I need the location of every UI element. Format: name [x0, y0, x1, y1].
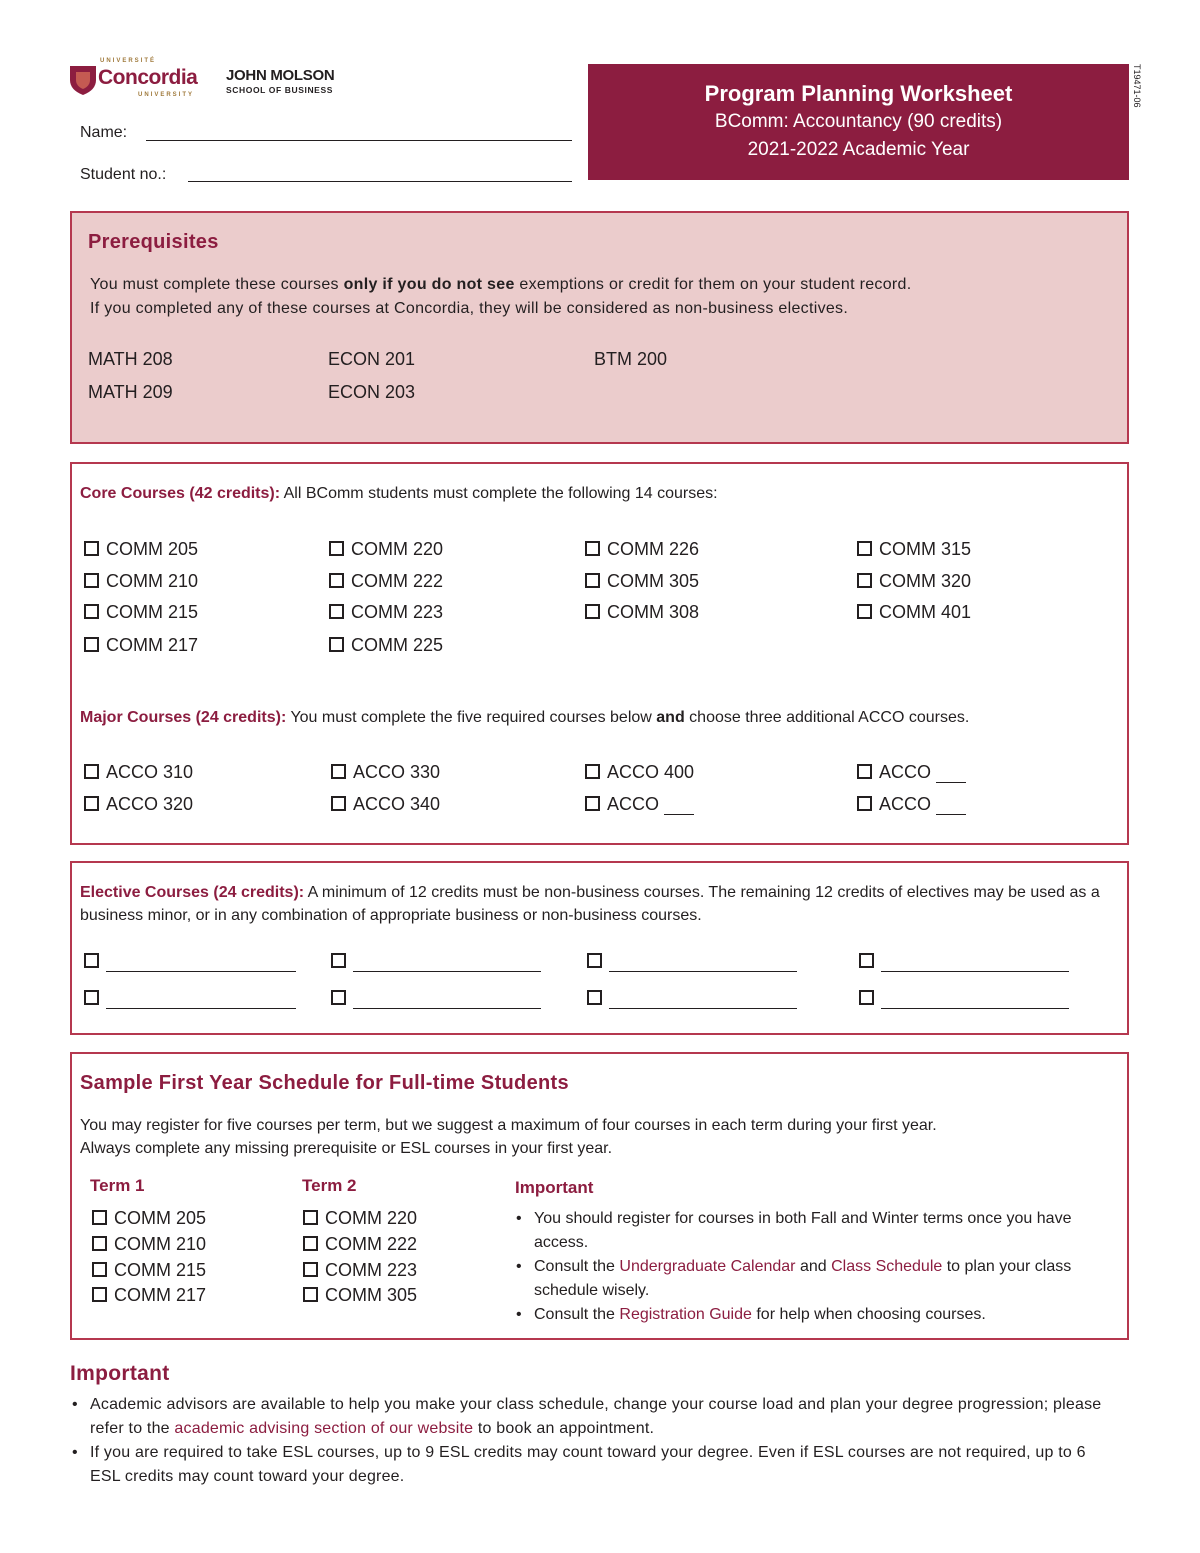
checkbox-icon[interactable] — [585, 604, 600, 619]
major-desc-pre: You must complete the five required courses below — [286, 709, 657, 726]
course-label: ACCO 320 — [106, 794, 194, 814]
core-course-item[interactable] — [84, 602, 198, 623]
prereq-course: ECON 201 — [328, 349, 416, 369]
course-label: COMM 222 — [351, 571, 444, 591]
bullet-text: and — [795, 1258, 832, 1275]
checkbox-icon[interactable] — [303, 1287, 318, 1302]
name-field[interactable] — [146, 126, 572, 141]
elective-blank-field[interactable] — [881, 955, 1069, 972]
core-course-item[interactable] — [329, 602, 443, 623]
term2-course[interactable] — [303, 1285, 417, 1306]
major-course-item[interactable] — [331, 762, 440, 783]
sample-important-label: Important — [515, 1178, 594, 1197]
course-label: COMM 205 — [114, 1208, 207, 1228]
course-label: COMM 320 — [879, 571, 972, 591]
major-course-item[interactable] — [857, 794, 966, 815]
academic-advising-link[interactable]: academic advising section of our website — [174, 1420, 474, 1437]
prereq-line1-post: exemptions or credit for them on your student record. — [514, 276, 912, 293]
term2-course[interactable] — [303, 1260, 417, 1281]
elective-blank-field[interactable] — [353, 955, 541, 972]
term1-course[interactable] — [92, 1285, 206, 1306]
checkbox-icon[interactable] — [92, 1287, 107, 1302]
checkbox-icon[interactable] — [585, 541, 600, 556]
elective-blank-field[interactable] — [881, 992, 1069, 1009]
course-label: ACCO — [879, 794, 932, 814]
jmsb-name-text: JOHN MOLSON — [226, 67, 335, 84]
acco-blank-field[interactable] — [936, 768, 966, 783]
bullet-text: to book an appointment. — [473, 1420, 655, 1437]
core-desc: All BComm students must complete the following 14 courses: — [280, 485, 718, 502]
prereq-course: ECON 203 — [328, 382, 416, 402]
course-label: COMM 225 — [351, 635, 444, 655]
core-course-item[interactable] — [857, 602, 971, 623]
term2-label: Term 2 — [302, 1176, 357, 1195]
important-list — [68, 1393, 1118, 1489]
bullet-text: Consult the — [534, 1258, 620, 1275]
logo-concordia-text: Concordia — [98, 66, 198, 89]
term1-course[interactable] — [92, 1208, 206, 1229]
prereq-line2: If you completed any of these courses at Concordia, they will be considered as non-business electives. — [90, 300, 849, 317]
term1-label: Term 1 — [90, 1176, 145, 1195]
page-title: Program Planning Worksheet — [704, 81, 1013, 106]
sample-schedule-note — [80, 1114, 1125, 1160]
checkbox-icon[interactable] — [92, 1236, 107, 1251]
class-schedule-link[interactable]: Class Schedule — [831, 1258, 943, 1275]
core-course-item[interactable] — [857, 571, 971, 592]
course-label: ACCO — [607, 794, 660, 814]
core-course-item[interactable] — [585, 602, 699, 623]
concordia-crest-icon — [68, 62, 98, 96]
prerequisites-note — [90, 273, 1120, 321]
course-label: ACCO 340 — [353, 794, 441, 814]
bullet-text: Consult the — [534, 1306, 620, 1323]
elective-item[interactable] — [859, 951, 1069, 972]
checkbox-icon[interactable] — [84, 990, 99, 1005]
core-course-item[interactable] — [329, 635, 443, 656]
course-label: COMM 217 — [114, 1285, 207, 1305]
core-label: Core Courses (42 credits): — [80, 485, 281, 502]
core-course-item[interactable] — [84, 635, 198, 656]
course-label: COMM 220 — [351, 539, 444, 559]
course-label: COMM 308 — [607, 602, 700, 622]
course-label: ACCO — [879, 762, 932, 782]
prereq-course: BTM 200 — [594, 349, 668, 369]
undergraduate-calendar-link[interactable]: Undergraduate Calendar — [619, 1258, 796, 1275]
core-course-item[interactable] — [84, 571, 198, 592]
checkbox-icon[interactable] — [84, 637, 99, 652]
prerequisites-heading: Prerequisites — [88, 231, 219, 253]
course-label: COMM 226 — [607, 539, 700, 559]
important-heading: Important — [70, 1362, 170, 1385]
core-course-item[interactable] — [585, 539, 699, 560]
checkbox-icon[interactable] — [331, 953, 346, 968]
checkbox-icon[interactable] — [859, 990, 874, 1005]
checkbox-icon[interactable] — [585, 796, 600, 811]
sample-schedule-heading: Sample First Year Schedule for Full-time Students — [80, 1072, 569, 1094]
important-item — [68, 1393, 1118, 1441]
jmsb-school-text: SCHOOL OF BUSINESS — [226, 85, 333, 95]
elective-blank-field[interactable] — [106, 955, 296, 972]
checkbox-icon[interactable] — [303, 1262, 318, 1277]
course-label: COMM 315 — [879, 539, 972, 559]
checkbox-icon[interactable] — [585, 764, 600, 779]
checkbox-icon[interactable] — [331, 796, 346, 811]
core-course-item[interactable] — [585, 571, 699, 592]
core-major-section — [70, 462, 1129, 845]
checkbox-icon[interactable] — [329, 573, 344, 588]
bullet-text: Academic advisors are available to help you make your class schedule, change your course load and plan your degree progression; please refer to the — [90, 1396, 1102, 1437]
acco-blank-field[interactable] — [664, 800, 694, 815]
course-label: ACCO 330 — [353, 762, 441, 782]
sample-important-item — [512, 1255, 1102, 1303]
major-course-item[interactable] — [331, 794, 440, 815]
term1-course[interactable] — [92, 1260, 206, 1281]
prerequisites-section — [70, 211, 1129, 444]
bullet-text: to plan your class schedule wisely. — [534, 1258, 1072, 1299]
term1-course[interactable] — [92, 1234, 206, 1255]
core-intro — [80, 482, 1120, 506]
course-label: COMM 210 — [114, 1234, 207, 1254]
elective-blank-field[interactable] — [106, 992, 296, 1009]
elective-item[interactable] — [587, 951, 797, 972]
checkbox-icon[interactable] — [84, 541, 99, 556]
checkbox-icon[interactable] — [857, 604, 872, 619]
logo-universite-text: UNIVERSITÉ — [100, 58, 157, 64]
checkbox-icon[interactable] — [92, 1210, 107, 1225]
elective-desc: A minimum of 12 credits must be non-business courses. The remaining 12 credits of electives may be used as a business minor, or in any combination of appropriate business or non-business courses. — [80, 884, 1100, 924]
name-label: Name: — [80, 124, 128, 141]
course-label: ACCO 400 — [607, 762, 695, 782]
sample-important-item — [512, 1303, 1102, 1327]
checkbox-icon[interactable] — [857, 573, 872, 588]
bullet-text: You should register for courses in both Fall and Winter terms once you have access. — [534, 1210, 1072, 1251]
course-label: COMM 305 — [325, 1285, 418, 1305]
checkbox-icon[interactable] — [331, 990, 346, 1005]
checkbox-icon[interactable] — [857, 796, 872, 811]
core-course-item[interactable] — [857, 539, 971, 560]
major-course-item[interactable] — [585, 794, 694, 815]
concordia-logo — [68, 58, 208, 104]
major-desc-post: choose three additional ACCO courses. — [684, 709, 970, 726]
term2-course[interactable] — [303, 1208, 417, 1229]
checkbox-icon[interactable] — [585, 573, 600, 588]
course-label: COMM 217 — [106, 635, 199, 655]
elective-item[interactable] — [587, 988, 797, 1009]
checkbox-icon[interactable] — [587, 990, 602, 1005]
checkbox-icon[interactable] — [84, 604, 99, 619]
major-course-item[interactable] — [857, 762, 966, 783]
course-label: COMM 210 — [106, 571, 199, 591]
major-course-item[interactable] — [84, 794, 193, 815]
bullet-text: for help when choosing courses. — [751, 1306, 986, 1323]
core-course-item[interactable] — [84, 539, 198, 560]
course-label: COMM 205 — [106, 539, 199, 559]
checkbox-icon[interactable] — [84, 796, 99, 811]
elective-item[interactable] — [331, 951, 541, 972]
elective-blank-field[interactable] — [609, 992, 797, 1009]
bullet-text: If you are required to take ESL courses, up to 9 ESL credits may count toward your degree. Even if ESL courses are not required, up to 6 ESL credits may count toward your degree. — [90, 1444, 1086, 1485]
checkbox-icon[interactable] — [84, 573, 99, 588]
checkbox-icon[interactable] — [857, 764, 872, 779]
student-no-label: Student no.: — [80, 166, 167, 183]
prereq-line1-pre: You must complete these courses — [90, 276, 344, 293]
course-label: COMM 401 — [879, 602, 972, 622]
course-label: COMM 215 — [106, 602, 199, 622]
course-label: COMM 223 — [325, 1260, 418, 1280]
elective-blank-field[interactable] — [609, 955, 797, 972]
major-desc-bold: and — [656, 709, 685, 726]
logo-university-text: UNIVERSITY — [138, 92, 195, 98]
prereq-course: MATH 208 — [88, 349, 173, 369]
course-label: COMM 223 — [351, 602, 444, 622]
elective-item[interactable] — [84, 988, 296, 1009]
course-label: COMM 222 — [325, 1234, 418, 1254]
elective-section — [70, 861, 1129, 1035]
checkbox-icon[interactable] — [92, 1262, 107, 1277]
term2-course[interactable] — [303, 1234, 417, 1255]
prereq-line1-bold: only if you do not see — [343, 276, 515, 293]
core-course-item[interactable] — [329, 571, 443, 592]
course-label: COMM 215 — [114, 1260, 207, 1280]
checkbox-icon[interactable] — [84, 764, 99, 779]
sample-important-list — [512, 1207, 1102, 1327]
checkbox-icon[interactable] — [329, 637, 344, 652]
sample-line1: You may register for five courses per term, but we suggest a maximum of four courses in each term during your first year. — [80, 1117, 937, 1134]
core-course-item[interactable] — [329, 539, 443, 560]
checkbox-icon[interactable] — [84, 953, 99, 968]
title-banner — [588, 64, 1129, 180]
major-label: Major Courses (24 credits): — [80, 709, 287, 726]
major-intro — [80, 706, 1125, 730]
course-label: COMM 305 — [607, 571, 700, 591]
elective-item[interactable] — [84, 951, 296, 972]
elective-label: Elective Courses (24 credits): — [80, 884, 305, 901]
document-code: T19471-06 — [1132, 64, 1142, 108]
jmsb-logo — [226, 68, 356, 104]
prereq-course: MATH 209 — [88, 382, 173, 402]
acco-blank-field[interactable] — [936, 800, 966, 815]
sample-important-item — [512, 1207, 1102, 1255]
sample-schedule-section — [70, 1052, 1129, 1340]
checkbox-icon[interactable] — [587, 953, 602, 968]
checkbox-icon[interactable] — [329, 604, 344, 619]
checkbox-icon[interactable] — [859, 953, 874, 968]
checkbox-icon[interactable] — [303, 1210, 318, 1225]
course-label: ACCO 310 — [106, 762, 194, 782]
academic-year: 2021-2022 Academic Year — [747, 139, 970, 160]
student-no-field[interactable] — [188, 167, 572, 182]
elective-item[interactable] — [331, 988, 541, 1009]
registration-guide-link[interactable]: Registration Guide — [619, 1306, 752, 1323]
checkbox-icon[interactable] — [331, 764, 346, 779]
major-course-item[interactable] — [84, 762, 193, 783]
major-course-item[interactable] — [585, 762, 694, 783]
elective-item[interactable] — [859, 988, 1069, 1009]
program-subtitle: BComm: Accountancy (90 credits) — [714, 111, 1003, 132]
checkbox-icon[interactable] — [303, 1236, 318, 1251]
checkbox-icon[interactable] — [857, 541, 872, 556]
elective-blank-field[interactable] — [353, 992, 541, 1009]
course-label: COMM 220 — [325, 1208, 418, 1228]
sample-line2: Always complete any missing prerequisite or ESL courses in your first year. — [80, 1140, 613, 1157]
checkbox-icon[interactable] — [329, 541, 344, 556]
elective-intro — [80, 881, 1125, 927]
important-item — [68, 1441, 1118, 1489]
